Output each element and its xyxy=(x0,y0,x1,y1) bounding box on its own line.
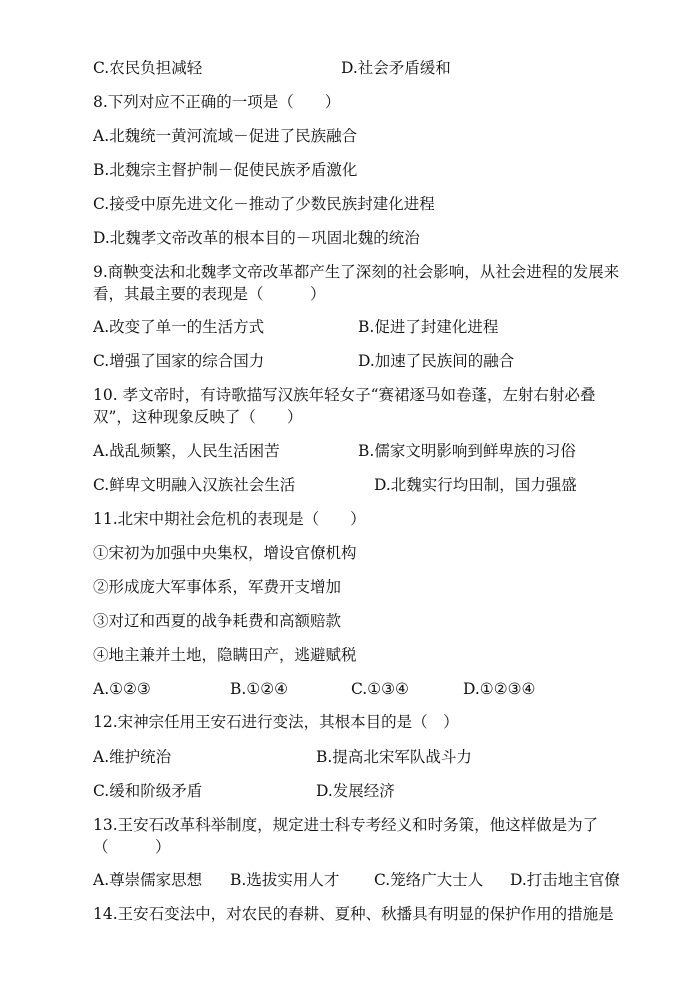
answer-option: A.维护统治 xyxy=(93,748,172,766)
answer-option: D.社会矛盾缓和 xyxy=(341,59,451,77)
text-line: （ ） xyxy=(93,838,171,856)
text-line: 11.北宋中期社会危机的表现是（ ） xyxy=(93,510,366,528)
text-line: 看，其最主要的表现是（ ） xyxy=(93,285,326,303)
text-line: C.接受中原先进文化－推动了少数民族封建化进程 xyxy=(93,195,435,213)
answer-option: C.农民负担减轻 xyxy=(93,59,203,77)
text-line: 双”，这种现象反映了（ ） xyxy=(93,408,303,426)
text-line: 12.宋神宗任用王安石进行变法，其根本目的是（ ） xyxy=(93,713,459,731)
text-line: ③对辽和西夏的战争耗费和高额赔款 xyxy=(93,612,342,630)
text-line: 13.王安石改革科举制度，规定进士科专考经义和时务策，他这样做是为了 xyxy=(93,816,599,834)
answer-option: C.增强了国家的综合国力 xyxy=(93,352,265,370)
text-line: 9.商鞅变法和北魏孝文帝改革都产生了深刻的社会影响，从社会进程的发展来 xyxy=(93,263,620,281)
answer-option: A.改变了单一的生活方式 xyxy=(93,318,265,336)
text-line: ①宋初为加强中央集权，增设官僚机构 xyxy=(93,544,357,562)
text-line: ②形成庞大军事体系，军费开支增加 xyxy=(93,578,342,596)
answer-option: B.提高北宋军队战斗力 xyxy=(316,748,472,766)
answer-option: A.尊崇儒家思想 xyxy=(93,871,203,889)
answer-option: C.①③④ xyxy=(351,680,409,698)
answer-option: D.北魏实行均田制，国力强盛 xyxy=(374,476,577,494)
text-line: ④地主兼并土地，隐瞒田产，逃避赋税 xyxy=(93,646,357,664)
text-line: A.北魏统一黄河流域－促进了民族融合 xyxy=(93,127,358,145)
text-line: 14.王安石变法中，对农民的春耕、夏种、秋播具有明显的保护作用的措施是 xyxy=(93,905,614,923)
text-line: 10. 孝文帝时，有诗歌描写汉族年轻女子“赛裙逐马如卷蓬，左射右射必叠 xyxy=(93,386,596,404)
answer-option: A.①②③ xyxy=(93,680,151,698)
answer-option: D.①②③④ xyxy=(463,680,536,698)
answer-option: D.加速了民族间的融合 xyxy=(358,352,515,370)
answer-option: B.选拔实用人才 xyxy=(230,871,340,889)
text-line: 8.下列对应不正确的一项是（ ） xyxy=(93,93,341,111)
text-line: D.北魏孝文帝改革的根本目的－巩固北魏的统治 xyxy=(93,229,420,247)
answer-option: B.①②④ xyxy=(230,680,289,698)
answer-option: C.缓和阶级矛盾 xyxy=(93,782,203,800)
answer-option: C.笼络广大士人 xyxy=(374,871,484,889)
text-line: B.北魏宗主督护制－促使民族矛盾激化 xyxy=(93,161,358,179)
answer-option: D.打击地主官僚 xyxy=(510,871,620,889)
answer-option: C.鲜卑文明融入汉族社会生活 xyxy=(93,476,296,494)
answer-option: B.儒家文明影响到鲜卑族的习俗 xyxy=(358,442,576,460)
answer-option: D.发展经济 xyxy=(316,782,395,800)
answer-option: B.促进了封建化进程 xyxy=(358,318,499,336)
answer-option: A.战乱频繁，人民生活困苦 xyxy=(93,442,280,460)
